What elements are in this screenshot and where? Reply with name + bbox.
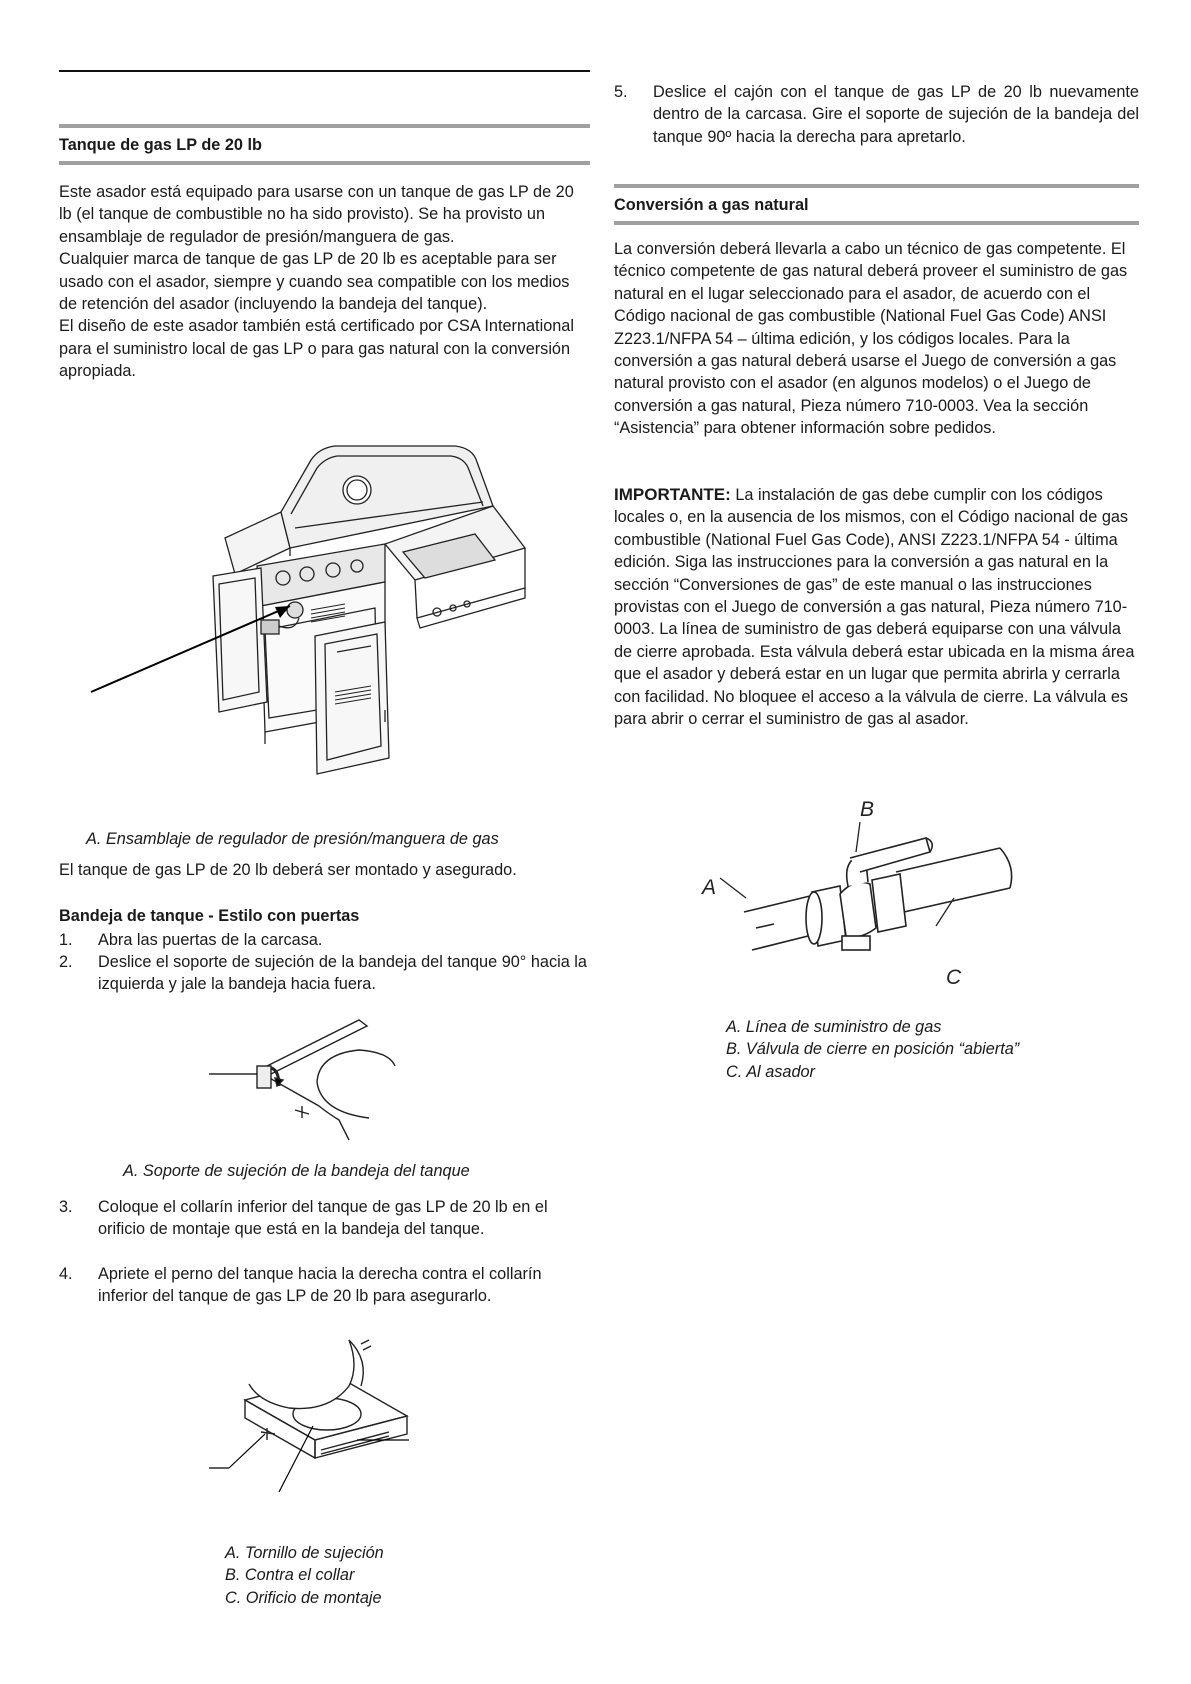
valve-label-b: B — [860, 798, 875, 821]
mount-note: El tanque de gas LP de 20 lb deberá ser montado y asegurado. — [59, 861, 517, 879]
list-item-text: Abra las puertas de la carcasa. — [98, 931, 323, 949]
section-title: Tanque de gas LP de 20 lb — [59, 136, 262, 154]
list-item — [59, 1263, 590, 1330]
section-heading-lp-tank — [59, 124, 590, 165]
list-item-number: 5. — [614, 83, 628, 101]
tray-bracket-illustration — [209, 1010, 399, 1148]
list-item-text: Deslice el cajón con el tanque de gas LP de 20 lb nuevamente dentro de la carcasa. Gire el soporte de sujeción de la bandeja del tanque 90º hacia la derecha para apretarlo. — [653, 83, 1139, 146]
list-item — [614, 81, 1139, 171]
valve-label-c: C — [946, 966, 962, 989]
valve-label-a: A — [702, 876, 717, 899]
conversion-paragraph: La conversión deberá llevarla a cabo un técnico de gas competente. El técnico competente de gas natural deberá proveer el suministro de gas natural en el lugar seleccionado para el asador, de acuerdo con el Código nacional de gas combustible (National Fuel Gas Code) ANSI Z223.1/NFPA 54 – última edición, y los códigos locales. Para la conversión a gas natural deberá usarse el Juego de conversión a gas natural provisto con el asador (en algunos modelos) o el Juego de conversión a gas natural, Pieza número 710-0003. Vea la sección “Asistencia” para obtener información sobre pedidos. — [614, 240, 1128, 438]
figure-captions — [726, 1016, 1019, 1083]
list-item-text: Apriete el perno del tanque hacia la derecha contra el collarín inferior del tanque de gas LP de 20 lb para asegurarlo. — [98, 1265, 542, 1306]
figure-caption: A. Soporte de sujeción de la bandeja del tanque — [123, 1162, 470, 1180]
intro-paragraph-3: El diseño de este asador también está certificado por CSA International para el suministro local de gas LP o para gas natural con la conversión apropiada. — [59, 317, 574, 381]
list-item-number: 1. — [59, 931, 73, 949]
list-item-text: Deslice el soporte de sujeción de la bandeja del tanque 90° hacia la izquierda y jale la bandeja hacia fuera. — [98, 953, 587, 994]
caption-line: A. Tornillo de sujeción — [225, 1544, 384, 1562]
list-item-text: Coloque el collarín inferior del tanque de gas LP de 20 lb en el orificio de montaje que está en la bandeja del tanque. — [98, 1198, 548, 1239]
list-item — [59, 1196, 590, 1263]
figure-caption: A. Ensamblaje de regulador de presión/manguera de gas — [86, 830, 499, 848]
list-item-number: 3. — [59, 1198, 73, 1216]
caption-line: B. Válvula de cierre en posición “abierta” — [726, 1040, 1020, 1059]
list-item-number: 4. — [59, 1265, 73, 1283]
grill-illustration — [85, 440, 545, 800]
list-item — [59, 951, 590, 996]
section-heading-conversion — [614, 184, 1139, 225]
top-rule — [59, 70, 590, 72]
list-item-number: 2. — [59, 953, 73, 971]
caption-line: B. Contra el collar — [225, 1566, 355, 1585]
intro-paragraph-2: Cualquier marca de tanque de gas LP de 20 lb es aceptable para ser usado con el asador, siempre y cuando sea compatible con los medios de retención del asador (incluyendo la bandeja del tanque). — [59, 250, 570, 314]
caption-line: C. Orificio de montaje — [225, 1588, 382, 1607]
important-text: La instalación de gas debe cumplir con los códigos locales o, en la ausencia de los mismos, con el Código nacional de gas combustible (National Fuel Gas Code), ANSI Z223.1/NFPA 54 - última edición. Siga las instrucciones para la conversión a gas natural en la sección “Conversiones de gas” de este manual o las instrucciones provistas con el Juego de conversión a gas natural, Pieza número 710-0003. La línea de suministro de gas deberá equiparse con una válvula de cierre aprobada. Esta válvula deberá estar ubicada en la misma área que el asador y deberá estar en un lugar que permita abrirla y cerrarla con facilidad. No bloquee el acceso a la válvula de cierre. La válvula es para abrir o cerrar el suministro de gas al asador. — [614, 486, 1135, 729]
tank-mount-illustration — [209, 1336, 409, 1496]
intro-paragraph-1: Este asador está equipado para usarse con un tanque de gas LP de 20 lb (el tanque de combustible no ha sido provisto). Se ha provisto un ensamblaje de regulador de presión/manguera de gas. — [59, 183, 574, 246]
figure-captions — [225, 1542, 384, 1609]
subsection-title: Bandeja de tanque - Estilo con puertas — [59, 907, 360, 925]
section-title: Conversión a gas natural — [614, 196, 809, 214]
caption-line: A. Línea de suministro de gas — [726, 1018, 942, 1036]
intro-text — [59, 181, 590, 383]
important-label: IMPORTANTE: — [614, 485, 731, 504]
caption-line: C. Al asador — [726, 1062, 815, 1081]
shutoff-valve-illustration — [700, 798, 1030, 1002]
list-item — [59, 929, 590, 951]
important-paragraph — [614, 484, 1139, 730]
